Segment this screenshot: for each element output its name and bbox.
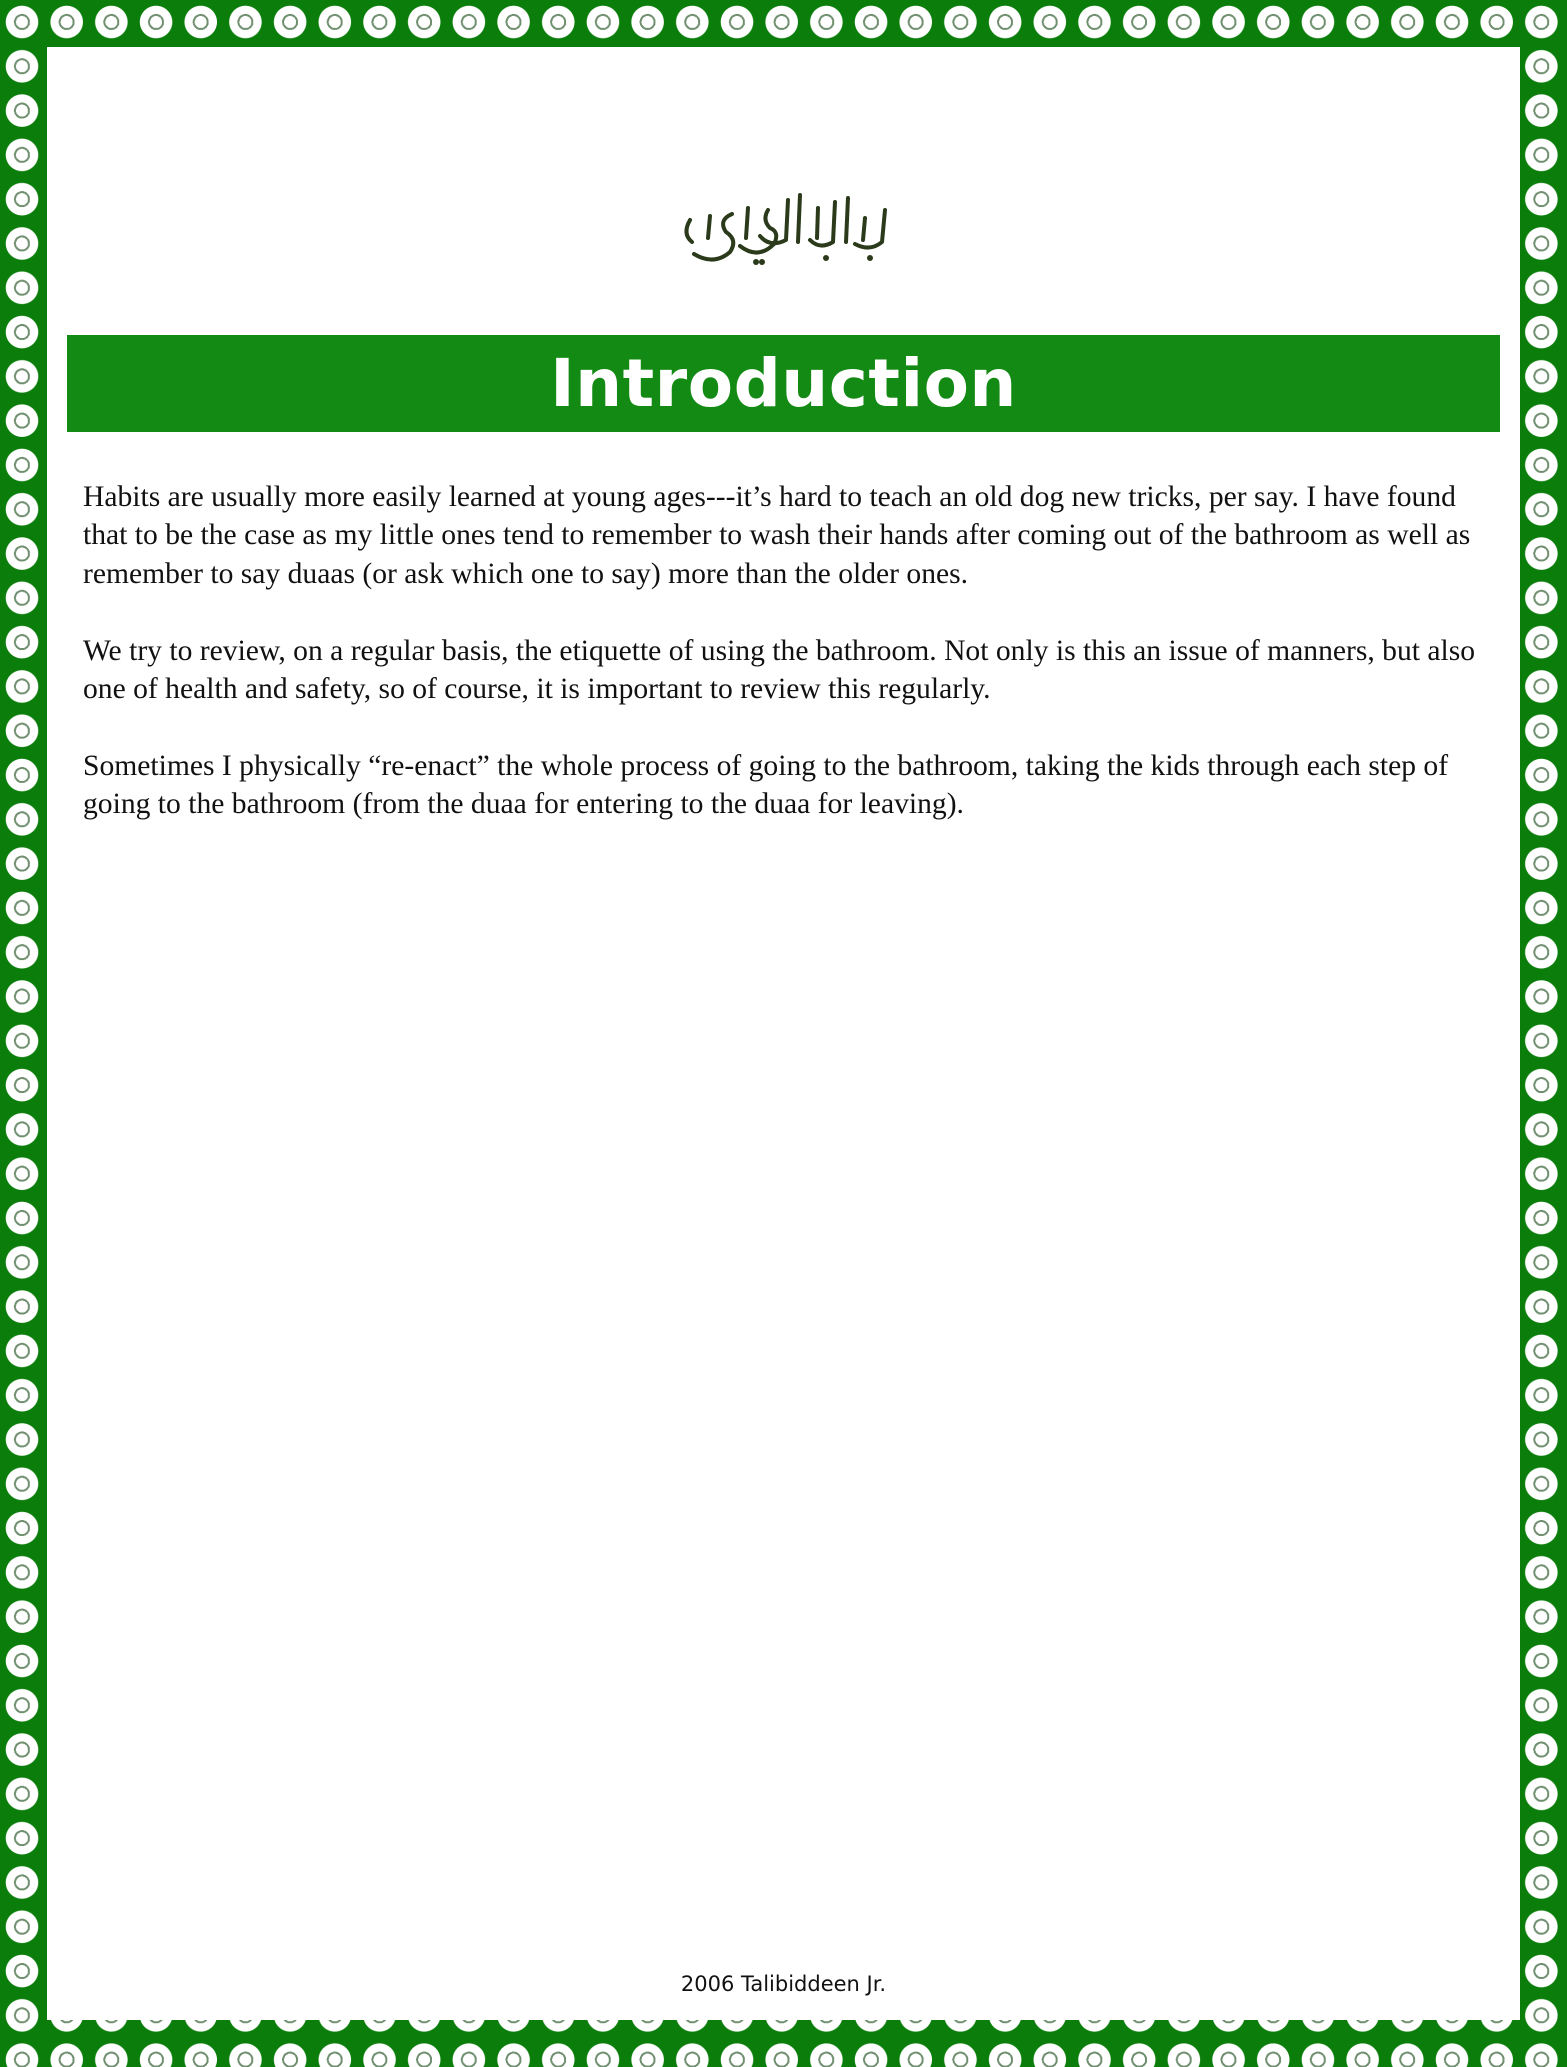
paragraph-3: Sometimes I physically “re-enact” the whole process of going to the bathroom, taking the kids through each step of going to the bathroom (from the duaa for entering to the duaa for leaving). [83, 749, 1449, 821]
paragraph-2: We try to review, on a regular basis, the etiquette of using the bathroom. Not only is this an issue of manners, but also one of health and safety, so of course, it is important to review this regularly. [83, 634, 1476, 706]
paragraph-1: Habits are usually more easily learned at young ages---it’s hard to teach an old dog new tricks, per say. I have found that to be the case as my little ones tend to remember to wash their hands after coming out of the bathroom as well as remember to say duaas (or ask which one to say) more than the older ones. [83, 481, 1471, 590]
bismillah-calligraphy-icon [670, 180, 900, 290]
footer-copyright: 2006 Talibiddeen Jr. [680, 1972, 887, 1996]
page-title: Introduction [550, 345, 1017, 422]
title-banner [67, 335, 1500, 432]
intro-body [83, 478, 1493, 862]
